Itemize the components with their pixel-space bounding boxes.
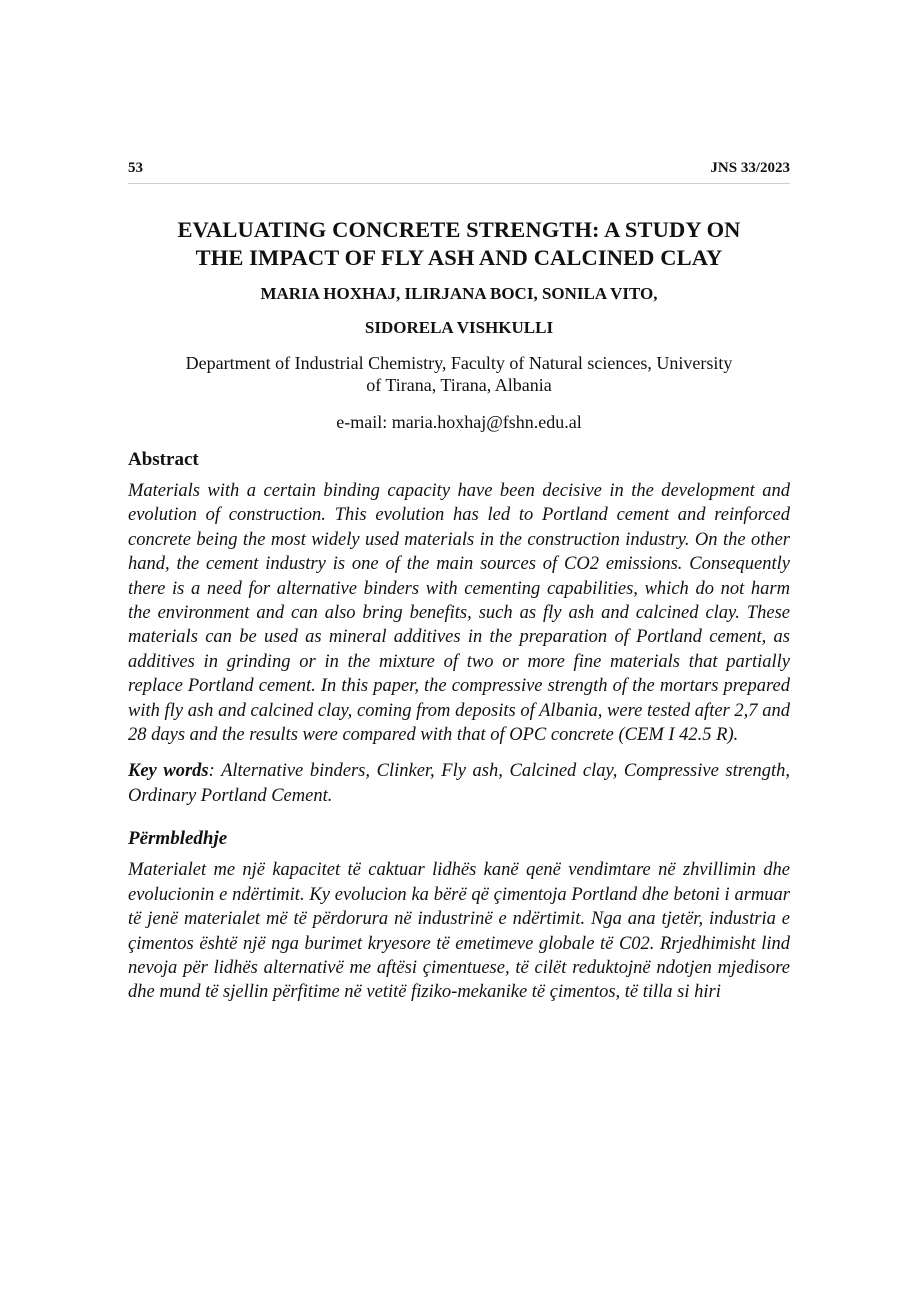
author-line-1: MARIA HOXHAJ, ILIRJANA BOCI, SONILA VITO, bbox=[260, 284, 658, 303]
page-number: 53 bbox=[128, 160, 143, 176]
paper-title-line-2: THE IMPACT OF FLY ASH AND CALCINED CLAY bbox=[195, 245, 723, 270]
paper-title bbox=[128, 216, 790, 272]
author-line-2: SIDORELA VISHKULLI bbox=[364, 318, 554, 337]
keywords bbox=[128, 759, 790, 808]
journal-issue: JNS 33/2023 bbox=[710, 160, 790, 176]
abstract-heading: Abstract bbox=[128, 449, 199, 470]
affiliation-line-2: of Tirana, Tirana, Albania bbox=[366, 375, 552, 395]
permbledhje-text: Materialet me një kapacitet të caktuar lidhës kanë qenë vendimtare në zhvillimin dhe evolucionin e ndërtimit. Ky evolucion ka bërë që çimentoja Portland dhe betoni i armuar të jenë materialet më të përdorura në industrinë e ndërtimit. Nga ana tjetër, industria e çimentos është një nga burimet kryesore të emetimeve globale të C02. Rrjedhimisht lind nevoja për lidhës alternativë me aftësi çimentuese, të cilët reduktojnë ndotjen mjedisore dhe mund të sjellin përfitime në vetitë fiziko-mekanike të çimentos, të tilla si hiri bbox=[128, 860, 790, 1003]
paper-page bbox=[128, 160, 790, 1005]
author-list bbox=[128, 284, 790, 338]
abstract-text: Materials with a certain binding capacity have been decisive in the development and evolution of construction. This evolution has led to Portland cement and reinforced concrete being the most widely used materials in the construction industry. On the other hand, the cement industry is one of the main sources of CO2 emissions. Consequently there is a need for alternative binders with cementing capabilities, which do not harm the environment and can also bring benefits, such as fly ash and calcined clay. These materials can be used as mineral additives in the preparation of Portland cement, as additives in grinding or in the mixture of two or more fine materials that partially replace Portland cement. In this paper, the compressive strength of the mortars prepared with fly ash and calcined clay, coming from deposits of Albania, were tested after 2,7 and 28 days and the results were compared with that of OPC concrete (CEM I 42.5 R). bbox=[128, 481, 790, 746]
paper-title-line-1: EVALUATING CONCRETE STRENGTH: A STUDY ON bbox=[177, 217, 741, 242]
permbledhje-heading: Përmbledhje bbox=[128, 828, 228, 850]
affiliation bbox=[128, 352, 790, 396]
contact-email: e-mail: maria.hoxhaj@fshn.edu.al bbox=[336, 412, 582, 432]
running-header bbox=[128, 160, 790, 184]
keywords-label: Key words bbox=[128, 761, 209, 782]
affiliation-line-1: Department of Industrial Chemistry, Faculty of Natural sciences, University bbox=[185, 353, 733, 373]
keywords-text: : Alternative binders, Clinker, Fly ash, Calcined clay, Compressive strength, Ordinary Portland Cement. bbox=[128, 761, 791, 806]
